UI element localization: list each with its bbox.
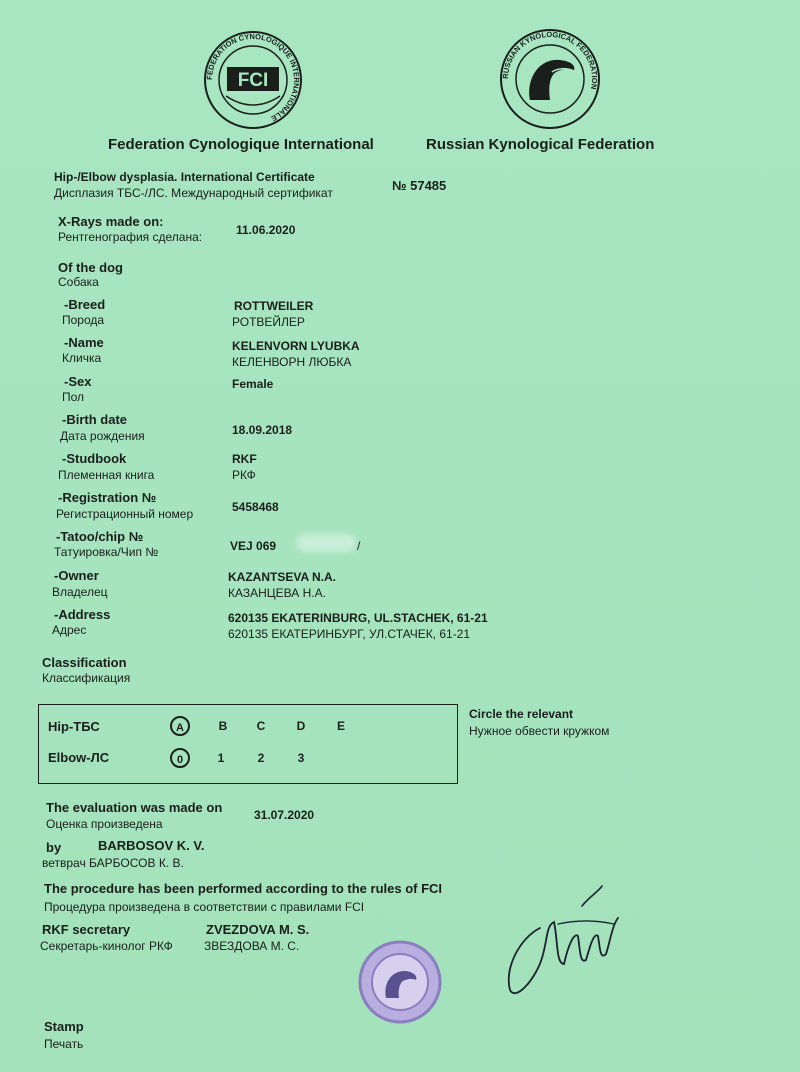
elbow-grade-0-circled: 0	[170, 748, 190, 768]
rkf-org-name: Russian Kynological Federation	[426, 136, 655, 153]
breed-label-en: -Breed	[64, 297, 106, 312]
chip-label-en: -Tatoo/chip №	[56, 529, 144, 544]
fci-logo	[198, 30, 308, 135]
chip-slash: /	[357, 539, 361, 553]
evaluation-label-en: The evaluation was made on	[46, 800, 223, 815]
secretary-name-ru: ЗВЕЗДОВА М. С.	[204, 939, 300, 953]
certificate-title-en: Hip-/Elbow dysplasia. International Certificate	[54, 170, 315, 184]
dog-section-label-ru: Собака	[58, 275, 99, 289]
studbook-label-en: -Studbook	[62, 451, 127, 466]
elbow-label: Elbow-ЛС	[48, 750, 110, 765]
registration-label-en: -Registration №	[58, 490, 157, 505]
hip-grade-d: D	[296, 719, 306, 733]
certificate-number: № 57485	[392, 178, 447, 193]
address-label-en: -Address	[54, 607, 111, 622]
stamp-label-ru: Печать	[44, 1037, 84, 1051]
elbow-grade-3: 3	[297, 751, 305, 765]
secretary-label-ru: Секретарь-кинолог РКФ	[40, 939, 173, 953]
birth-date-label-en: -Birth date	[62, 412, 127, 427]
classification-label-en: Classification	[42, 655, 127, 670]
owner-label-ru: Владелец	[52, 585, 108, 599]
chip-label-ru: Татуировка/Чип №	[54, 545, 159, 559]
handwritten-signature	[496, 884, 626, 1009]
address-value-en: 620135 EKATERINBURG, UL.STACHEK, 61-21	[228, 611, 488, 625]
dog-section-label-en: Of the dog	[58, 260, 123, 275]
hip-grade-a-circled: A	[170, 716, 190, 736]
name-value-en: KELENVORN LYUBKA	[232, 339, 360, 353]
studbook-value-ru: РКФ	[232, 468, 256, 482]
classification-label-ru: Классификация	[42, 671, 131, 685]
rkf-ring-text: RUSSIAN KYNOLOGICAL FEDERATION	[500, 29, 600, 91]
hip-label: Hip-ТБС	[48, 719, 100, 734]
name-label-en: -Name	[64, 335, 104, 350]
evaluation-date: 31.07.2020	[254, 808, 315, 822]
fci-center-text: FCI	[237, 70, 269, 91]
classification-box	[38, 704, 458, 784]
registration-label-ru: Регистрационный номер	[56, 507, 194, 521]
chip-value: VEJ 069	[230, 539, 277, 553]
circle-note-ru: Нужное обвести кружком	[469, 724, 610, 738]
elbow-grade-1: 1	[217, 751, 225, 765]
sex-label-ru: Пол	[62, 390, 85, 404]
by-label: by	[46, 840, 62, 855]
elbow-grade-2: 2	[257, 751, 265, 765]
vet-name-en: BARBOSOV K. V.	[98, 838, 205, 853]
evaluation-label-ru: Оценка произведена	[46, 817, 163, 831]
certificate-title-ru: Дисплазия ТБС-/ЛС. Международный сертификат	[54, 186, 333, 200]
xray-date: 11.06.2020	[236, 223, 296, 237]
circle-note-en: Circle the relevant	[469, 707, 574, 721]
breed-label-ru: Порода	[62, 313, 105, 327]
stamp-label-en: Stamp	[44, 1019, 84, 1034]
owner-value-en: KAZANTSEVA N.A.	[228, 570, 336, 584]
redaction-smudge	[296, 534, 356, 552]
xray-label-en: X-Rays made on:	[58, 214, 164, 229]
fci-org-name: Federation Cynologique International	[108, 136, 374, 153]
name-value-ru: КЕЛЕНВОРН ЛЮБКА	[232, 355, 352, 369]
address-label-ru: Адрес	[52, 623, 87, 637]
birth-date-label-ru: Дата рождения	[60, 429, 145, 443]
registration-value: 5458468	[232, 500, 279, 514]
sex-value: Female	[232, 377, 274, 391]
hip-grade-e: E	[336, 719, 345, 733]
studbook-label-ru: Племенная книга	[58, 468, 155, 482]
owner-value-ru: КАЗАНЦЕВА Н.А.	[228, 586, 326, 600]
rkf-stamp	[358, 940, 442, 1029]
secretary-label-en: RKF secretary	[42, 922, 131, 937]
vet-name-ru: ветврач БАРБОСОВ К. В.	[42, 856, 184, 870]
birth-date-value: 18.09.2018	[232, 423, 293, 437]
owner-label-en: -Owner	[54, 568, 99, 583]
address-value-ru: 620135 ЕКАТЕРИНБУРГ, УЛ.СТАЧЕК, 61-21	[228, 627, 471, 641]
fci-ring-text: FEDERATION CYNOLOGIQUE INTERNATIONALE	[204, 31, 302, 124]
breed-value-en: ROTTWEILER	[234, 299, 314, 313]
name-label-ru: Кличка	[62, 351, 102, 365]
procedure-text-en: The procedure has been performed according to the rules of FCI	[44, 881, 443, 896]
hip-grade-c: C	[256, 719, 266, 733]
procedure-text-ru: Процедура произведена в соответствии с правилами FCI	[44, 900, 365, 914]
studbook-value-en: RKF	[232, 452, 257, 466]
rkf-logo	[494, 28, 606, 135]
xray-label-ru: Рентгенография сделана:	[58, 230, 203, 244]
hip-grade-b: B	[218, 719, 228, 733]
secretary-name-en: ZVEZDOVA M. S.	[206, 922, 310, 937]
breed-value-ru: РОТВЕЙЛЕР	[232, 315, 305, 329]
sex-label-en: -Sex	[64, 374, 92, 389]
